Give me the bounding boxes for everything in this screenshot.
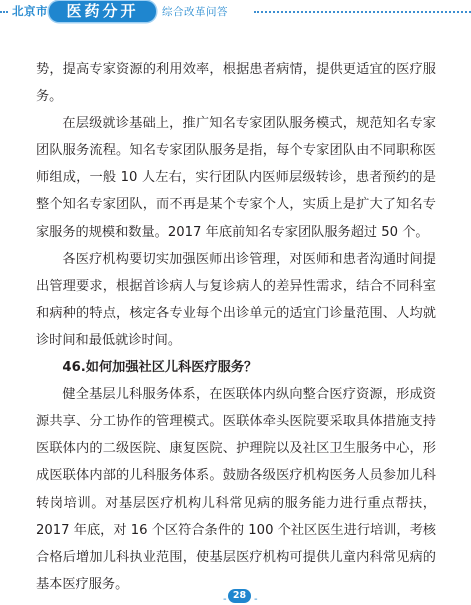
header-subtitle: 综合改革问答 xyxy=(162,6,228,18)
page-number-badge: 28 xyxy=(228,589,251,603)
paragraph-continued: 势，提高专家资源的利用效率，根据患者病情，提供更适宜的医疗服务。 xyxy=(36,62,436,105)
header-city: 北京市 xyxy=(12,4,48,18)
header-dotted-line-right xyxy=(254,11,471,13)
page-dash-left: - xyxy=(223,594,227,605)
paragraph-physician-management: 各医疗机构要切实加强医师出诊管理，对医师和患者沟通时间提出管理要求，根据首诊病人与复诊病人的差异性需求，结合不同科室和病种的特点，核定各专业每个出诊单元的适宜门诊量范围、人均就诊时间和最低就诊时间。 xyxy=(36,251,436,348)
paragraph-expert-team: 在层级就诊基础上，推广知名专家团队服务模式，规范知名专家团队服务流程。知名专家团队服务是指，每个专家团队由不同职称医师组成，一般 10 人左右，实行团队内医师层级转诊，患者预约的是整个知名专家团队，而不再是某个专家个人，实质上是扩大了知名专家服务的规模和数量。2017 年底前知名专家团队服务超过 50 个。 xyxy=(36,116,436,240)
page-dash-right: - xyxy=(254,594,258,605)
header-dotted-line-left xyxy=(0,11,8,13)
page-body xyxy=(36,56,436,598)
page-footer xyxy=(0,589,471,605)
answer-paragraph: 健全基层儿科服务体系，在医联体内纵向整合医疗资源，形成资源共享、分工协作的管理模式。医联体牵头医院要采取具体措施支持医联体内的二级医院、康复医院、护理院以及社区卫生服务中心，形成医联体内部的儿科服务体系。鼓励各级医疗机构医务人员参加儿科转岗培训。对基层医疗机构儿科常见病的服务能力进行重点帮扶，2017 年底，对 16 个区符合条件的 100 个社区医生进行培训，考核合格后增加儿科执业范围，使基层医疗机构可提供儿童内科常见病的基本医疗服务。 xyxy=(36,387,436,592)
question-heading: 46.如何加强社区儿科医疗服务？ xyxy=(62,360,258,376)
header-title-badge: 医药分开 xyxy=(49,1,156,22)
page-header xyxy=(0,0,471,28)
